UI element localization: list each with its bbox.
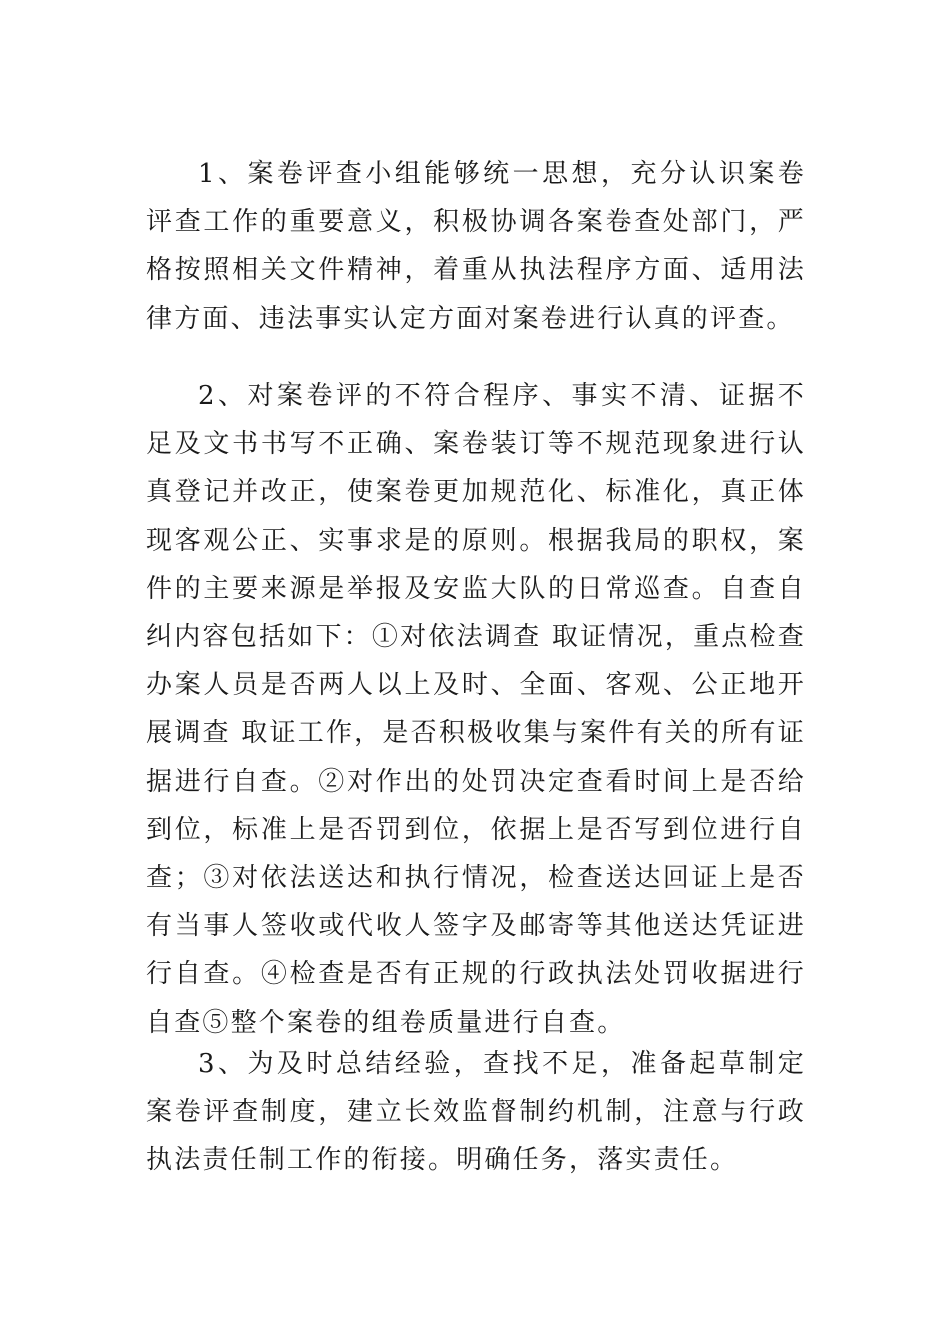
paragraph-2: 2、对案卷评的不符合程序、事实不清、证据不足及文书书写不正确、案卷装订等不规范现象进行认真登记并改正，使案卷更加规范化、标准化，真正体现客观公正、实事求是的原则。根据我局的职权，案件的主要来源是举报及安监大队的日常巡查。自查自纠内容包括如下：①对依法调查 取证情况，重点检查办案人员是否两人以上及时、全面、客观、公正地开展调查 取证工作，是否积极收集与案件有关的所有证据进行自查。②对作出的处罚决定查看时间上是否给到位，标准上是否罚到位，依据上是否写到位进行自查；③对依法送达和执行情况，检查送达回证上是否有当事人签收或代收人签字及邮寄等其他送达凭证进行自查。④检查是否有正规的行政执法处罚收据进行自查⑤整个案卷的组卷质量进行自查。 — [146, 381, 806, 1038]
paragraph-3: 3、为及时总结经验，查找不足，准备起草制定案卷评查制度，建立长效监督制约机制，注意与行政执法责任制工作的衔接。明确任务，落实责任。 — [146, 1049, 806, 1176]
paragraph-1: 1、案卷评查小组能够统一思想，充分认识案卷评查工作的重要意义，积极协调各案卷查处部门，严格按照相关文件精神，着重从执法程序方面、适用法律方面、违法事实认定方面对案卷进行认真的评查。 — [146, 159, 806, 334]
